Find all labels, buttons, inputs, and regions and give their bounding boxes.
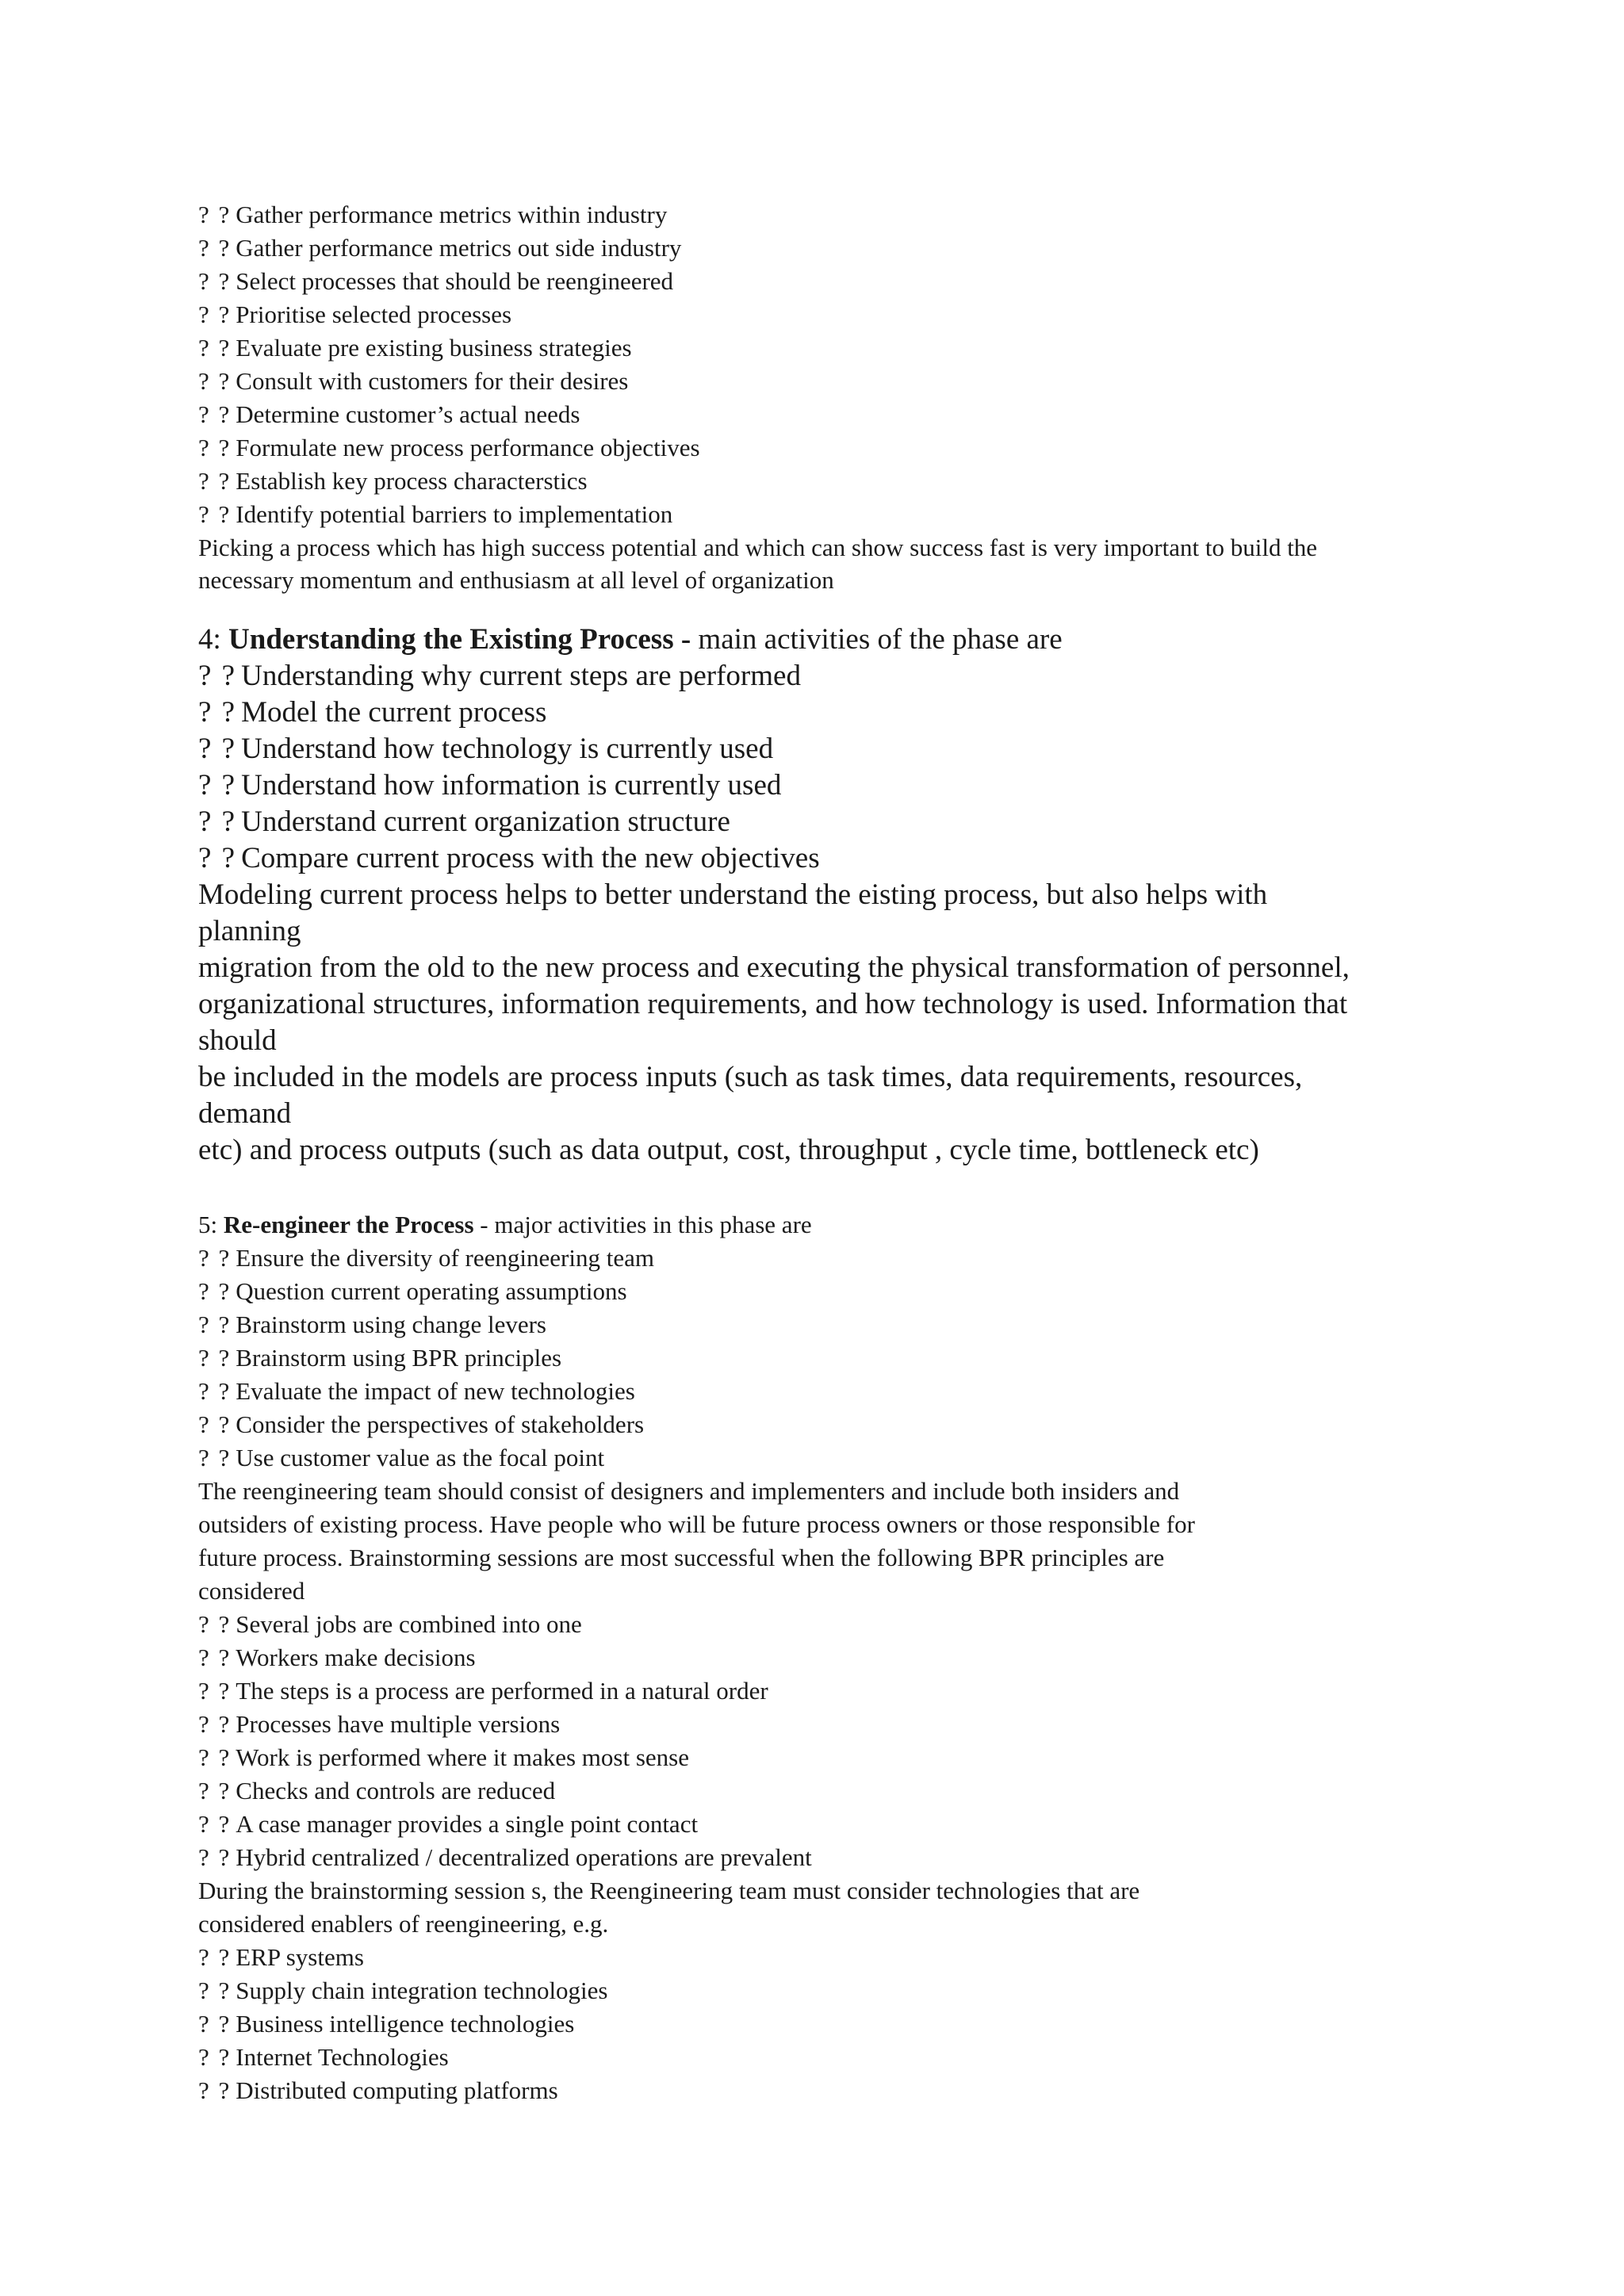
paragraph-line: demand [198, 1097, 292, 1130]
list-item [198, 365, 1467, 398]
list-item [198, 767, 1467, 804]
section-title: Re-engineer the Process [223, 1211, 474, 1238]
list-item [198, 498, 1467, 531]
list-item [198, 198, 1467, 232]
list-item-text: Supply chain integration technologies [236, 1976, 608, 2004]
list-item-text: Determine customer’s actual needs [236, 400, 580, 428]
list-item [198, 1974, 1467, 2007]
list-item-text: Question current operating assumptions [236, 1277, 627, 1305]
list-item-text: Brainstorm using BPR principles [236, 1344, 562, 1372]
bullet-marker: ? ? [198, 1777, 232, 1804]
list-item-text: Understand how information is currently used [241, 769, 782, 802]
paragraph-line: migration from the old to the new process and executing the physical transformation of personnel, [198, 951, 1350, 984]
list-item-text: A case manager provides a single point contact [236, 1810, 699, 1838]
list-item-text: Select processes that should be reengineered [236, 267, 674, 295]
bullet-marker: ? ? [198, 1277, 232, 1305]
section-heading [198, 1208, 1467, 1242]
section-title: Understanding the Existing Process - [228, 623, 691, 656]
bullet-marker: ? ? [198, 769, 237, 802]
list-item [198, 695, 1467, 731]
list-item [198, 298, 1467, 331]
section-number: 5: [198, 1211, 218, 1238]
bullet-marker: ? ? [198, 1810, 232, 1838]
list-item-text: Understanding why current steps are performed [241, 660, 801, 692]
list-item [198, 1375, 1467, 1408]
list-item [198, 1275, 1467, 1308]
bullet-marker: ? ? [198, 500, 232, 528]
paragraph-line: should [198, 1024, 277, 1057]
list-item-text: Evaluate pre existing business strategies [236, 334, 632, 362]
list-item [198, 2041, 1467, 2074]
paragraph-line: Modeling current process helps to better understand the eisting process, but also helps with [198, 878, 1268, 911]
bullet-marker: ? ? [198, 467, 232, 495]
bullet-marker: ? ? [198, 1710, 232, 1738]
bullet-marker: ? ? [198, 367, 232, 395]
paragraph-line: etc) and process outputs (such as data output, cost, throughput , cycle time, bottleneck etc) [198, 1134, 1259, 1166]
bullet-marker: ? ? [198, 2076, 232, 2104]
list-item [198, 465, 1467, 498]
section-title-rest: main activities of the phase are [691, 623, 1063, 656]
list-item-text: Evaluate the impact of new technologies [236, 1377, 635, 1405]
bullet-marker: ? ? [198, 806, 237, 838]
bullet-marker: ? ? [198, 1377, 232, 1405]
bullet-marker: ? ? [198, 1743, 232, 1771]
list-item-text: Gather performance metrics out side industry [236, 234, 682, 262]
list-item [198, 398, 1467, 431]
paragraph-line: be included in the models are process inputs (such as task times, data requirements, resources, [198, 1061, 1303, 1093]
list-item-text: Several jobs are combined into one [236, 1610, 582, 1638]
body-paragraph: Picking a process which has high success potential and which can show success fast is very important to build the necessary momentum and enthusiasm at all level of organization [198, 534, 1318, 594]
bullet-marker: ? ? [198, 660, 237, 692]
list-item-text: Consult with customers for their desires [236, 367, 629, 395]
paragraph-line: considered [198, 1577, 305, 1605]
list-item-text: Consider the perspectives of stakeholders [236, 1410, 645, 1438]
list-item-text: Distributed computing platforms [236, 2076, 558, 2104]
bullet-marker: ? ? [198, 434, 232, 461]
list-item-text: Hybrid centralized / decentralized operations are prevalent [236, 1843, 812, 1871]
section-4 [198, 622, 1467, 1169]
bullet-marker: ? ? [198, 1843, 232, 1871]
list-item-text: The steps is a process are performed in a natural order [236, 1677, 768, 1705]
list-item [198, 1408, 1467, 1441]
list-item [198, 2007, 1467, 2041]
bullet-marker: ? ? [198, 2043, 232, 2071]
paragraph-line: considered enablers of reengineering, e.g. [198, 1910, 609, 1938]
list-item [198, 1708, 1467, 1741]
list-item-text: Processes have multiple versions [236, 1710, 561, 1738]
list-item [198, 1741, 1467, 1774]
bullet-marker: ? ? [198, 1677, 232, 1705]
list-item [198, 1774, 1467, 1808]
list-item-text: Understand how technology is currently used [241, 733, 774, 765]
bullet-marker: ? ? [198, 234, 232, 262]
section-5 [198, 1208, 1467, 2107]
bullet-marker: ? ? [198, 201, 232, 228]
list-item [198, 1608, 1467, 1641]
paragraph-line: The reengineering team should consist of designers and implementers and include both insiders and [198, 1477, 1180, 1505]
list-item [198, 1841, 1467, 1874]
list-item [198, 2074, 1467, 2107]
list-item-text: Prioritise selected processes [236, 300, 512, 328]
section-heading [198, 622, 1467, 658]
list-item [198, 431, 1467, 465]
list-item [198, 1941, 1467, 1974]
bullet-marker: ? ? [198, 1244, 232, 1272]
bullet-marker: ? ? [198, 400, 232, 428]
list-item-text: Use customer value as the focal point [236, 1444, 605, 1471]
bullet-marker: ? ? [198, 1976, 232, 2004]
bullet-marker: ? ? [198, 267, 232, 295]
list-item-text: Brainstorm using change levers [236, 1311, 546, 1338]
list-item-text: Ensure the diversity of reengineering team [236, 1244, 654, 1272]
bullet-marker: ? ? [198, 1311, 232, 1338]
list-item-text: Establish key process characterstics [236, 467, 588, 495]
list-item [198, 804, 1467, 840]
bullet-marker: ? ? [198, 2010, 232, 2038]
list-item [198, 840, 1467, 877]
section-3-continued [198, 198, 1467, 596]
list-item-text: Gather performance metrics within industry [236, 201, 668, 228]
paragraph-line: outsiders of existing process. Have people who will be future process owners or those responsible for [198, 1510, 1195, 1538]
list-item [198, 1308, 1467, 1341]
list-item [198, 1341, 1467, 1375]
list-item-text: Work is performed where it makes most sense [236, 1743, 689, 1771]
section-title-rest: - major activities in this phase are [473, 1211, 812, 1238]
list-item-text: Internet Technologies [236, 2043, 449, 2071]
list-item-text: Business intelligence technologies [236, 2010, 575, 2038]
bullet-marker: ? ? [198, 1943, 232, 1971]
paragraph-line: During the brainstorming session s, the Reengineering team must consider technologies that are [198, 1877, 1140, 1904]
bullet-marker: ? ? [198, 300, 232, 328]
bullet-marker: ? ? [198, 1344, 232, 1372]
bullet-marker: ? ? [198, 334, 232, 362]
list-item [198, 1808, 1467, 1841]
paragraph-line: future process. Brainstorming sessions are most successful when the following BPR principles are [198, 1544, 1165, 1571]
paragraph-line: planning [198, 915, 301, 947]
bullet-marker: ? ? [198, 842, 237, 874]
bullet-marker: ? ? [198, 733, 237, 765]
list-item-text: Model the current process [241, 696, 547, 729]
bullet-marker: ? ? [198, 1410, 232, 1438]
list-item [198, 1242, 1467, 1275]
list-item-text: Checks and controls are reduced [236, 1777, 556, 1804]
section-number: 4: [198, 623, 221, 656]
list-item [198, 731, 1467, 767]
list-item-text: Workers make decisions [236, 1644, 476, 1671]
list-item [198, 331, 1467, 365]
list-item [198, 658, 1467, 695]
bullet-marker: ? ? [198, 1644, 232, 1671]
list-item-text: Compare current process with the new objectives [241, 842, 820, 874]
list-item [198, 1441, 1467, 1475]
paragraph-line: organizational structures, information requirements, and how technology is used. Information that [198, 988, 1348, 1020]
list-item-text: Identify potential barriers to implementation [236, 500, 673, 528]
list-item-text: ERP systems [236, 1943, 364, 1971]
list-item-text: Formulate new process performance objectives [236, 434, 700, 461]
list-item [198, 232, 1467, 265]
bullet-marker: ? ? [198, 696, 237, 729]
bullet-marker: ? ? [198, 1610, 232, 1638]
list-item [198, 1674, 1467, 1708]
list-item [198, 265, 1467, 298]
bullet-marker: ? ? [198, 1444, 232, 1471]
list-item [198, 1641, 1467, 1674]
list-item-text: Understand current organization structure [241, 806, 730, 838]
